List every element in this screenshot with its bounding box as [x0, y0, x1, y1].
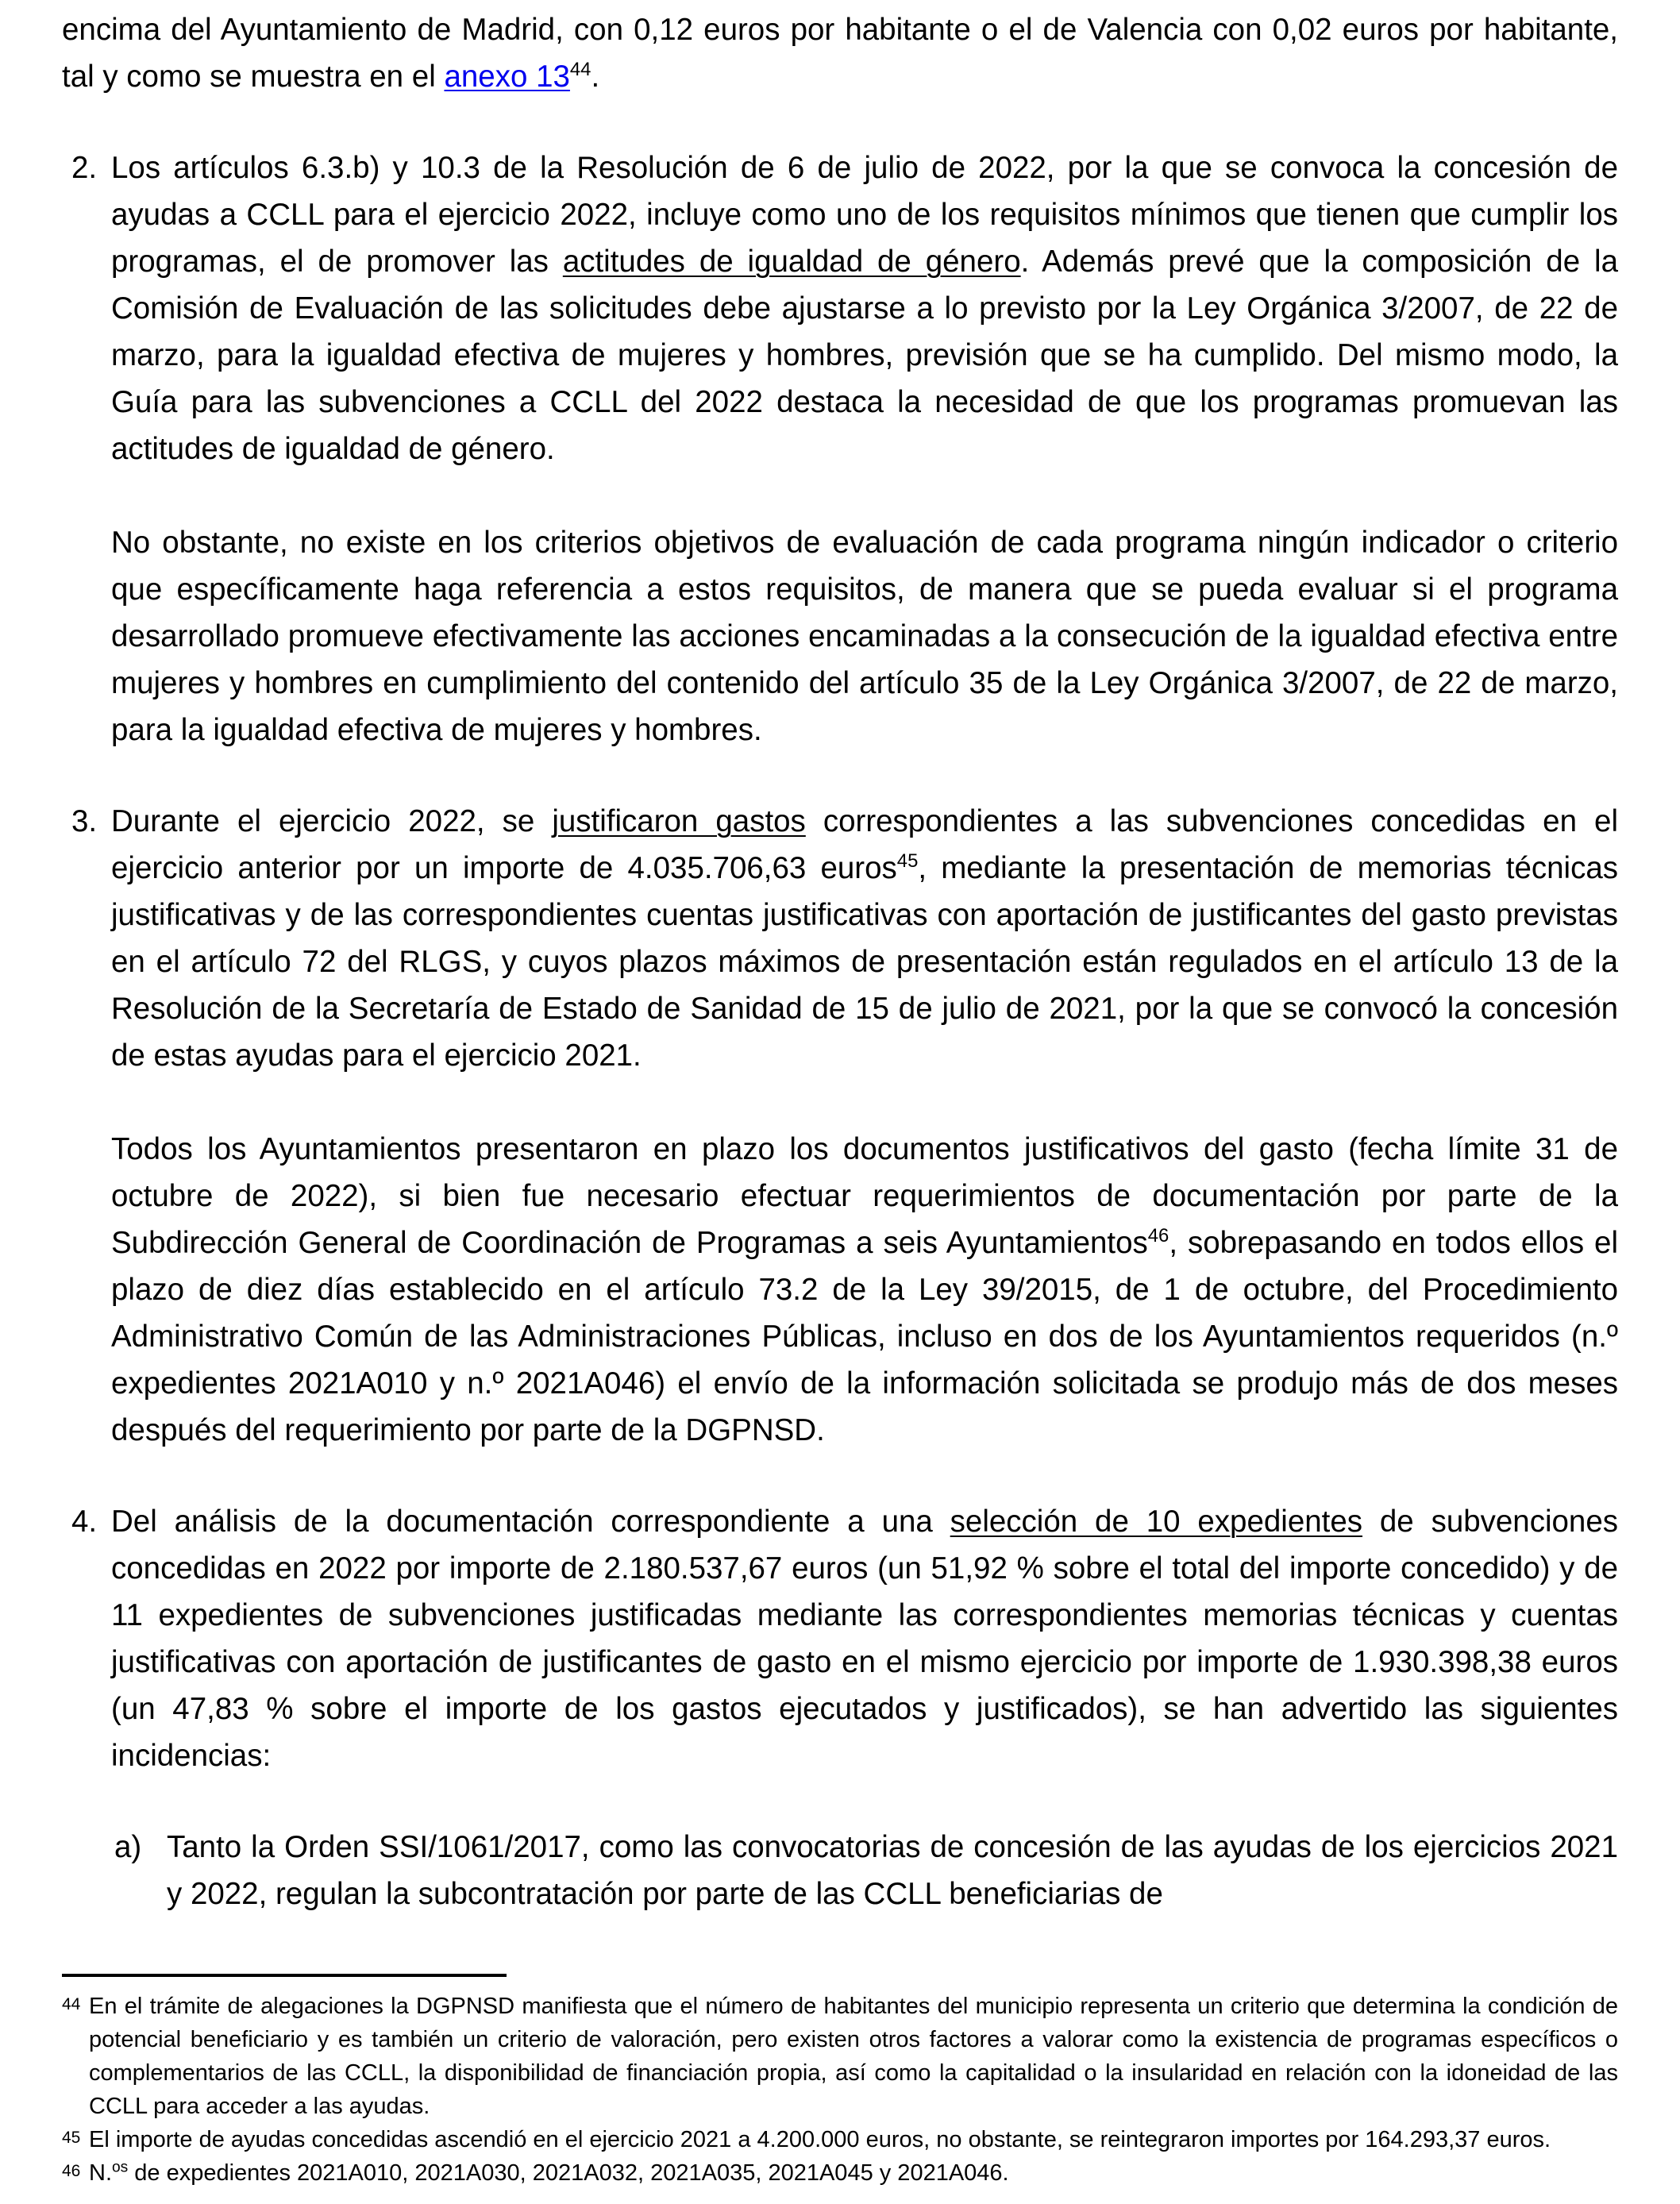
anexo-13-link[interactable]: anexo 13: [444, 60, 570, 94]
footnote-44: [62, 1990, 1618, 2123]
item-4-p1-seg-3: de subvenciones concedidas en 2022 por importe de 2.180.537,67 euros (un 51,92 % sobre el total del importe concedido) y de 11 expedientes de subvenciones justificadas mediante las correspondientes memorias técnicas y cuentas justificativas con aportación de justificantes de gasto en el mismo ejercicio por importe de 1.930.398,38 euros (un 47,83 % sobre el importe de los gastos ejecutados y justificados), se han advertido las siguientes incidencias:: [111, 1505, 1619, 1773]
continuation-text-before-link: encima del Ayuntamiento de Madrid, con 0,12 euros por habitante o el de Valencia con 0,02 euros por habitante, tal y como se muestra en el: [62, 13, 1618, 94]
item-3-p1-seg-1: Durante el ejercicio 2022, se: [111, 804, 553, 838]
lettered-subitem-a: [62, 1824, 1618, 1917]
emphasis-actitudes-igualdad-genero: actitudes de igualdad de género: [562, 245, 1021, 279]
item-4-p1-seg-1: Del análisis de la documentación correspondiente a una: [111, 1505, 950, 1539]
numbered-item-2: [62, 144, 1618, 753]
continuation-paragraph: [62, 6, 1618, 100]
item-3-p1-seg-5: , mediante la presentación de memorias técnicas justificativas y de las correspondientes cuentas justificativas con aportación de justificantes del gasto previstas en el artículo 72 del RLGS, y cuyos plazos máximos de presentación están regulados en el artículo 13 de la Resolución de la Secretaría de Estado de Sanidad de 15 de julio de 2021, por la que se convocó la concesión de estas ayudas para el ejercicio 2021.: [111, 851, 1618, 1073]
footnote-46-prefix: N.: [89, 2160, 112, 2186]
subitem-a-paragraph: Tanto la Orden SSI/1061/2017, como las convocatorias de concesión de las ayudas de los ejercicios 2021 y 2022, regulan la subcontratación por parte de las CCLL beneficiarias de: [167, 1830, 1618, 1911]
footnote-46-ordinal: os: [112, 2159, 129, 2176]
item-marker-2: 2.: [71, 151, 98, 185]
footnote-46-text: [89, 2156, 1618, 2190]
footnote-44-text: En el trámite de alegaciones la DGPNSD manifiesta que el número de habitantes del municipio representa un criterio que determina la condición de potencial beneficiario y es también un criterio de valoración, pero existen otros factores a valorar como la existencia de programas específicos o complementarios de las CCLL, la disponibilidad de financiación propia, así como la capitalidad o la insularidad en relación con la idoneidad de las CCLL para acceder a las ayudas.: [89, 1994, 1618, 2119]
numbered-item-3: [62, 798, 1618, 1454]
item-2-paragraph-2: [111, 519, 1618, 753]
footnote-ref-46[interactable]: 46: [1147, 1225, 1169, 1247]
item-body-2: [111, 144, 1618, 753]
item-body-4: [111, 1498, 1618, 1779]
item-2-p1-seg-1: Los artículos 6.3.b) y 10.3 de la Resolución de 6 de julio de 2022, por la que se convoca la concesión de ayudas a CCLL para el ejercicio 2022, incluye como uno de los requisitos mínimos que tienen que cumplir los programas, el de promover las: [111, 151, 1618, 279]
item-3-p2-seg-3: , sobrepasando en todos ellos el plazo de diez días establecido en el artículo 73.2 de la Ley 39/2015, de 1 de octubre, del Procedimiento Administrativo Común de las Administraciones Públicas, incluso en dos de los Ayuntamientos requeridos (n.º expedientes 2021A010 y n.º 2021A046) el envío de la información solicitada se produjo más de dos meses después del requerimiento por parte de la DGPNSD.: [111, 1226, 1618, 1447]
item-marker-3: 3.: [71, 804, 98, 838]
footnote-46-number: 46: [62, 2162, 81, 2180]
emphasis-seleccion-10-expedientes: selección de 10 expedientes: [950, 1505, 1363, 1539]
footnote-ref-45[interactable]: 45: [896, 850, 919, 873]
footnote-section: [62, 1974, 1618, 2190]
item-4-paragraph-1: [111, 1498, 1618, 1779]
item-3-p2-seg-1: Todos los Ayuntamientos presentaron en plazo los documentos justificativos del gasto (fecha límite 31 de octubre de 2022), si bien fue necesario efectuar requerimientos de documentación por parte de la Subdirección General de Coordinación de Programas a seis Ayuntamientos: [111, 1132, 1618, 1260]
item-3-paragraph-2: [111, 1126, 1618, 1454]
footnote-45: [62, 2123, 1618, 2156]
item-body-3: [111, 798, 1618, 1454]
emphasis-justificaron-gastos: justificaron gastos: [552, 804, 806, 838]
footnote-44-number: 44: [62, 1995, 81, 2013]
subitem-marker-a: a): [114, 1830, 142, 1864]
footnote-45-number: 45: [62, 2129, 81, 2147]
item-2-p2-seg-1: No obstante, no existe en los criterios objetivos de evaluación de cada programa ningún indicador o criterio que específicamente haga referencia a estos requisitos, de manera que se pueda evaluar si el programa desarrollado promueve efectivamente las acciones encaminadas a la consecución de la igualdad efectiva entre mujeres y hombres en cumplimiento del contenido del artículo 35 de la Ley Orgánica 3/2007, de 22 de marzo, para la igualdad efectiva de mujeres y hombres.: [111, 526, 1618, 747]
item-2-paragraph-1: [111, 144, 1618, 472]
item-2-p1-seg-3: . Además prevé que la composición de la Comisión de Evaluación de las solicitudes debe ajustarse a lo previsto por la Ley Orgánica 3/2007, de 22 de marzo, para la igualdad efectiva de mujeres y hombres, previsión que se ha cumplido. Del mismo modo, la Guía para las subvenciones a CCLL del 2022 destaca la necesidad de que los programas promuevan las actitudes de igualdad de género.: [111, 245, 1618, 466]
footnote-ref-44[interactable]: 44: [569, 59, 591, 81]
item-marker-4: 4.: [71, 1505, 98, 1539]
footnote-46: [62, 2156, 1618, 2190]
numbered-item-4: [62, 1498, 1618, 1779]
footnote-46-body: de expedientes 2021A010, 2021A030, 2021A032, 2021A035, 2021A045 y 2021A046.: [128, 2160, 1009, 2186]
item-3-paragraph-1: [111, 798, 1618, 1079]
subitem-body-a: [167, 1824, 1618, 1917]
item-3-p1-seg-3: correspondientes a las subvenciones concedidas en el ejercicio anterior por un importe de 4.035.706,63 euros: [111, 804, 1619, 885]
footnote-45-text: El importe de ayudas concedidas ascendió en el ejercicio 2021 a 4.200.000 euros, no obstante, se reintegraron importes por 164.293,37 euros.: [89, 2127, 1551, 2152]
continuation-text-after-link: .: [591, 60, 600, 94]
footnote-separator-rule: [62, 1974, 507, 1977]
